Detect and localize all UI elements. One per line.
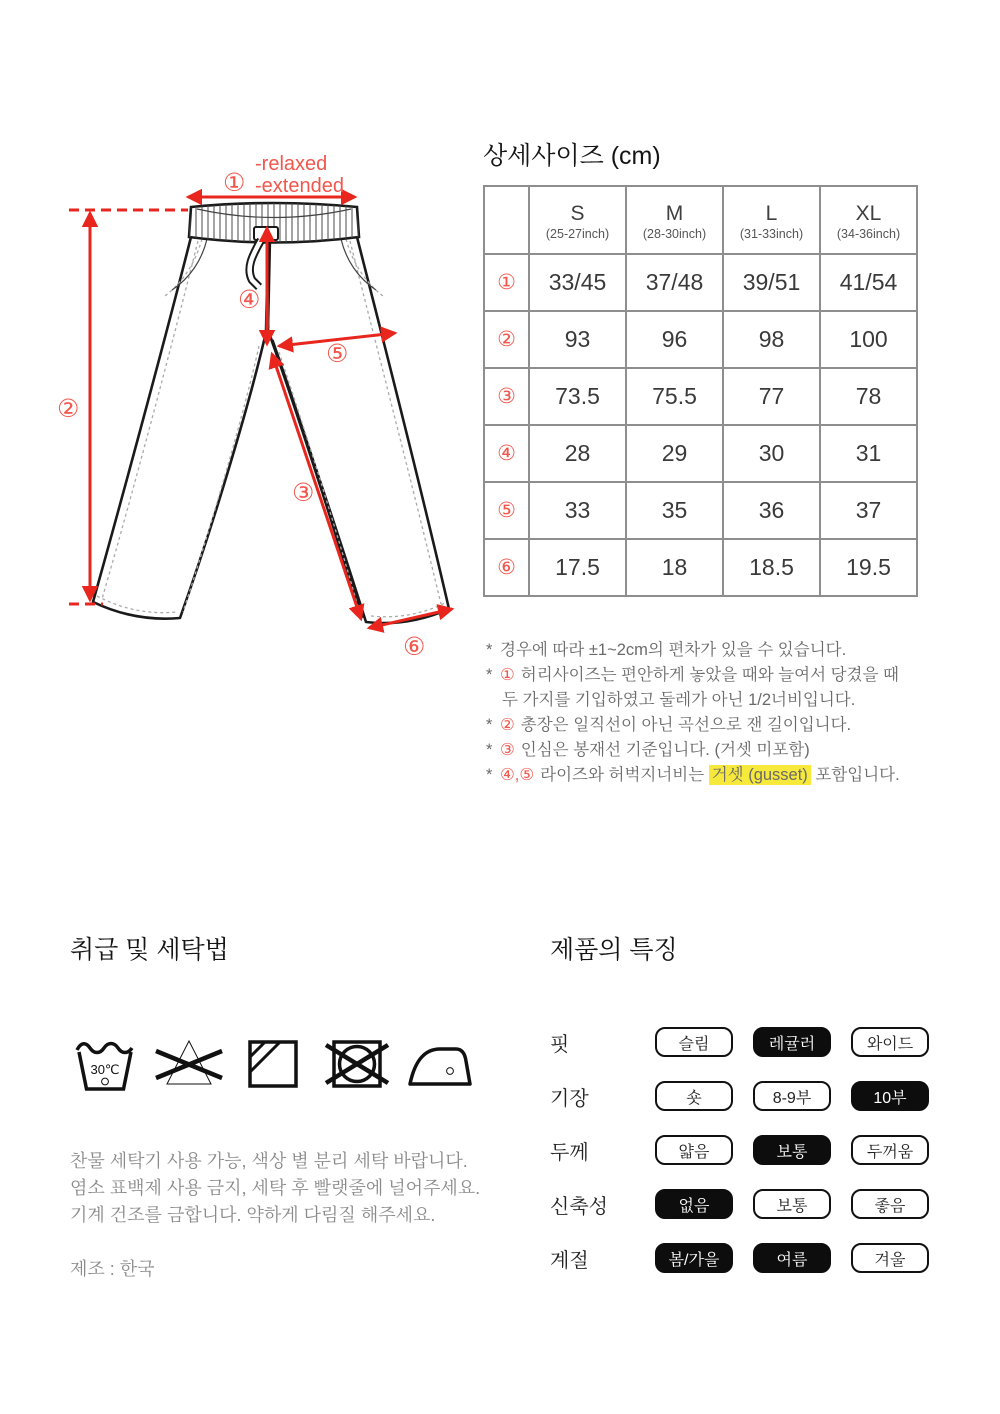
cell: 100 (820, 311, 917, 368)
col-header-s: S (25-27inch) (529, 186, 626, 254)
cell: 33 (529, 482, 626, 539)
cell: 31 (820, 425, 917, 482)
feature-pill: 없음 (655, 1189, 733, 1219)
care-line: 찬물 세탁기 사용 가능, 색상 별 분리 세탁 바랍니다. (70, 1151, 468, 1171)
marker-3: ③ (292, 479, 315, 507)
no-bleach-icon (154, 1032, 224, 1096)
cell: 37/48 (626, 254, 723, 311)
feature-pill: 10부 (851, 1081, 929, 1111)
feature-rows (550, 1027, 960, 1273)
size-table-header-row (484, 186, 917, 254)
feature-pill: 보통 (753, 1135, 831, 1165)
feature-row-fit (550, 1027, 960, 1057)
cell: 96 (626, 311, 723, 368)
row-marker: ⑥ (484, 539, 529, 596)
gusset-highlight: 거셋 (gusset) (709, 765, 811, 785)
cell: 28 (529, 425, 626, 482)
feature-pill: 8-9부 (753, 1081, 831, 1111)
note-line: * ② 총장은 일직선이 아닌 곡선으로 잰 길이입니다. (486, 716, 852, 734)
no-tumble-dry-icon (322, 1032, 392, 1096)
waist-relaxed-label: -relaxed (255, 153, 328, 175)
cell: 77 (723, 368, 820, 425)
cell: 73.5 (529, 368, 626, 425)
feature-label: 핏 (550, 1033, 570, 1056)
cell: 98 (723, 311, 820, 368)
note-line: * ① 허리사이즈는 편안하게 놓았을 때와 늘여서 당겼을 때 (486, 666, 899, 684)
size-section-title: 상세사이즈 (cm) (483, 142, 661, 170)
care-symbols-row (70, 1032, 510, 1096)
note-line: * ③ 인심은 봉재선 기준입니다. (거셋 미포함) (486, 741, 810, 759)
note-line: 두 가지를 기입하였고 둘레가 아닌 1/2너비입니다. (502, 691, 856, 709)
feature-pill: 와이드 (851, 1027, 929, 1057)
cell: 17.5 (529, 539, 626, 596)
table-row (484, 368, 917, 425)
size-table (483, 185, 918, 597)
dry-in-shade-icon (238, 1032, 308, 1096)
cell: 30 (723, 425, 820, 482)
table-row (484, 254, 917, 311)
feature-pill: 두꺼움 (851, 1135, 929, 1165)
note-line: * 경우에 따라 ±1~2cm의 편차가 있을 수 있습니다. (486, 641, 847, 659)
iron-low-icon (406, 1032, 476, 1096)
feature-label: 신축성 (550, 1195, 608, 1218)
cell: 33/45 (529, 254, 626, 311)
cell: 35 (626, 482, 723, 539)
cell: 41/54 (820, 254, 917, 311)
marker-1: ① (223, 169, 246, 197)
corner-cell (484, 186, 529, 254)
col-header-l: L (31-33inch) (723, 186, 820, 254)
pants-measurement-diagram (55, 140, 475, 710)
waist-extended-label: -extended (255, 175, 344, 197)
feature-pill: 보통 (753, 1189, 831, 1219)
feature-label: 두께 (550, 1141, 589, 1164)
row-marker: ② (484, 311, 529, 368)
care-line: 염소 표백제 사용 금지, 세탁 후 빨랫줄에 널어주세요. (70, 1178, 481, 1198)
col-header-m: M (28-30inch) (626, 186, 723, 254)
feature-pill: 여름 (753, 1243, 831, 1273)
table-row (484, 482, 917, 539)
cell: 36 (723, 482, 820, 539)
feature-pill: 겨울 (851, 1243, 929, 1273)
wash-30-icon (70, 1032, 140, 1096)
svg-text:30℃: 30℃ (90, 1062, 120, 1077)
feature-pill: 좋음 (851, 1189, 929, 1219)
table-row (484, 425, 917, 482)
made-in-label: 제조 : 한국 (70, 1259, 155, 1279)
feature-row-season (550, 1243, 960, 1273)
care-instructions (70, 1148, 510, 1229)
feature-row-stretch (550, 1189, 960, 1219)
table-row (484, 311, 917, 368)
feature-pill: 레귤러 (753, 1027, 831, 1057)
feature-pill: 봄/가을 (655, 1243, 733, 1273)
pants-sketch-icon (93, 203, 449, 623)
size-notes (486, 638, 956, 788)
features-section (550, 930, 960, 1297)
care-section-title: 취급 및 세탁법 (70, 936, 229, 964)
cell: 29 (626, 425, 723, 482)
cell: 78 (820, 368, 917, 425)
row-marker: ④ (484, 425, 529, 482)
marker-6: ⑥ (403, 633, 426, 661)
care-section (70, 930, 510, 1281)
col-header-xl: XL (34-36inch) (820, 186, 917, 254)
cell: 93 (529, 311, 626, 368)
feature-row-thickness (550, 1135, 960, 1165)
cell: 37 (820, 482, 917, 539)
row-marker: ⑤ (484, 482, 529, 539)
cell: 18.5 (723, 539, 820, 596)
cell: 18 (626, 539, 723, 596)
note-line: * ④,⑤ 라이즈와 허벅지너비는 거셋 (gusset) 포함입니다. (486, 766, 900, 784)
marker-2: ② (57, 395, 80, 423)
feature-pill: 슬림 (655, 1027, 733, 1057)
table-row (484, 539, 917, 596)
care-line: 기계 건조를 금합니다. 약하게 다림질 해주세요. (70, 1205, 436, 1225)
cell: 39/51 (723, 254, 820, 311)
feature-pill: 숏 (655, 1081, 733, 1111)
marker-4: ④ (238, 286, 261, 314)
row-marker: ③ (484, 368, 529, 425)
features-section-title: 제품의 특징 (550, 936, 678, 964)
cell: 19.5 (820, 539, 917, 596)
feature-label: 기장 (550, 1087, 589, 1110)
marker-5: ⑤ (326, 340, 349, 368)
feature-label: 계절 (550, 1249, 589, 1272)
feature-row-length (550, 1081, 960, 1111)
feature-pill: 얇음 (655, 1135, 733, 1165)
row-marker: ① (484, 254, 529, 311)
cell: 75.5 (626, 368, 723, 425)
